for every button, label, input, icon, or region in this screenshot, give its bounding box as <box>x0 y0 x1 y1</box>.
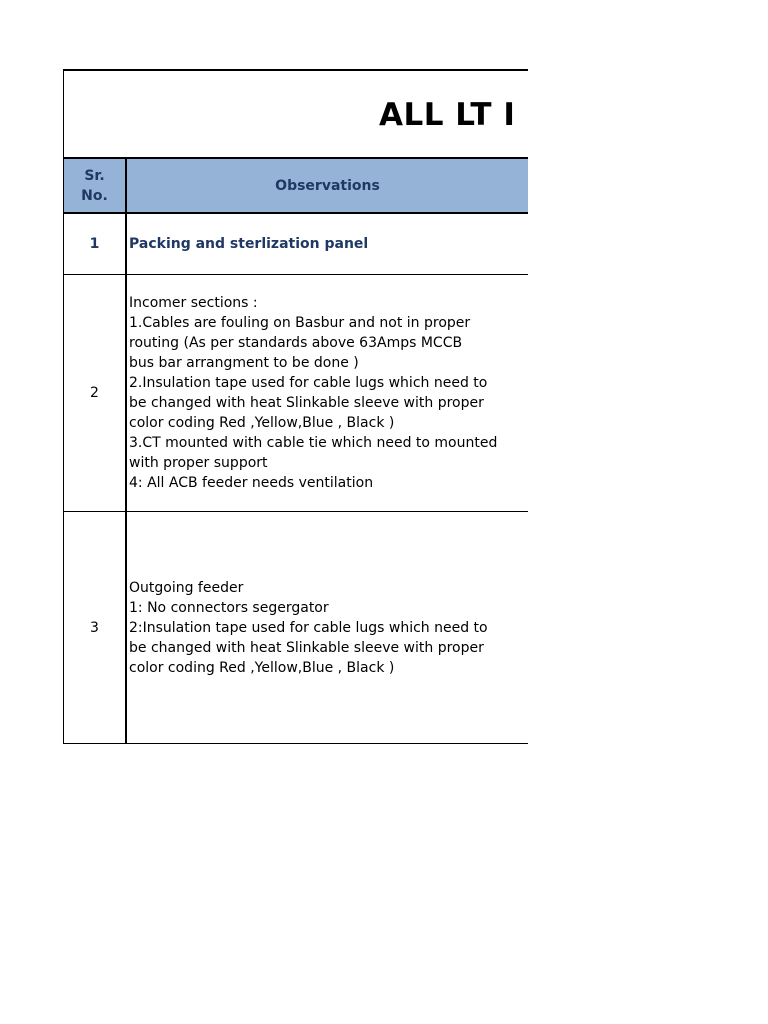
observation-line: Outgoing feeder <box>129 579 244 596</box>
spreadsheet-page <box>63 69 528 744</box>
row-2-sr <box>64 275 125 511</box>
observation-line: 3.CT mounted with cable tie which need to mounted <box>129 435 498 451</box>
observation-line: 1: No connectors segergator <box>129 599 329 616</box>
observation-line: 4: All ACB feeder needs ventilation <box>129 475 374 491</box>
row-3-observation <box>129 512 528 743</box>
table-bottom-border <box>63 743 528 744</box>
sr-number: 1 <box>89 236 100 252</box>
header-sr-no: Sr. No. <box>81 167 108 204</box>
observation-line: 1.Cables are fouling on Basbur and not in proper <box>129 315 471 331</box>
column-divider <box>125 159 127 744</box>
observation-line: routing (As per standards above 63Amps MCCB <box>129 335 463 351</box>
observation-line: Packing and sterlization panel <box>129 236 369 252</box>
observation-line: Incomer sections : <box>129 295 258 311</box>
row-1-observation <box>129 214 528 274</box>
observation-line: color coding Red ,Yellow,Blue , Black ) <box>129 659 395 676</box>
observation-line: 2.Insulation tape used for cable lugs which need to <box>129 375 488 391</box>
row-1-sr <box>64 214 125 274</box>
sr-number: 2 <box>90 385 99 401</box>
observation-line: be changed with heat Slinkable sleeve with proper <box>129 395 484 411</box>
title-row <box>64 71 528 159</box>
header-observations: Observations <box>275 177 380 194</box>
observation-line: 2:Insulation tape used for cable lugs which need to <box>129 619 488 636</box>
sheet-title: ALL LT I <box>379 97 516 133</box>
observation-line: be changed with heat Slinkable sleeve with proper <box>129 639 484 656</box>
sr-number: 3 <box>90 619 99 636</box>
row-3-sr <box>64 512 125 743</box>
observation-line: bus bar arrangment to be done ) <box>129 355 359 371</box>
observation-line: with proper support <box>129 455 268 471</box>
row-2-observation <box>129 275 528 511</box>
observation-line: color coding Red ,Yellow,Blue , Black ) <box>129 415 395 431</box>
